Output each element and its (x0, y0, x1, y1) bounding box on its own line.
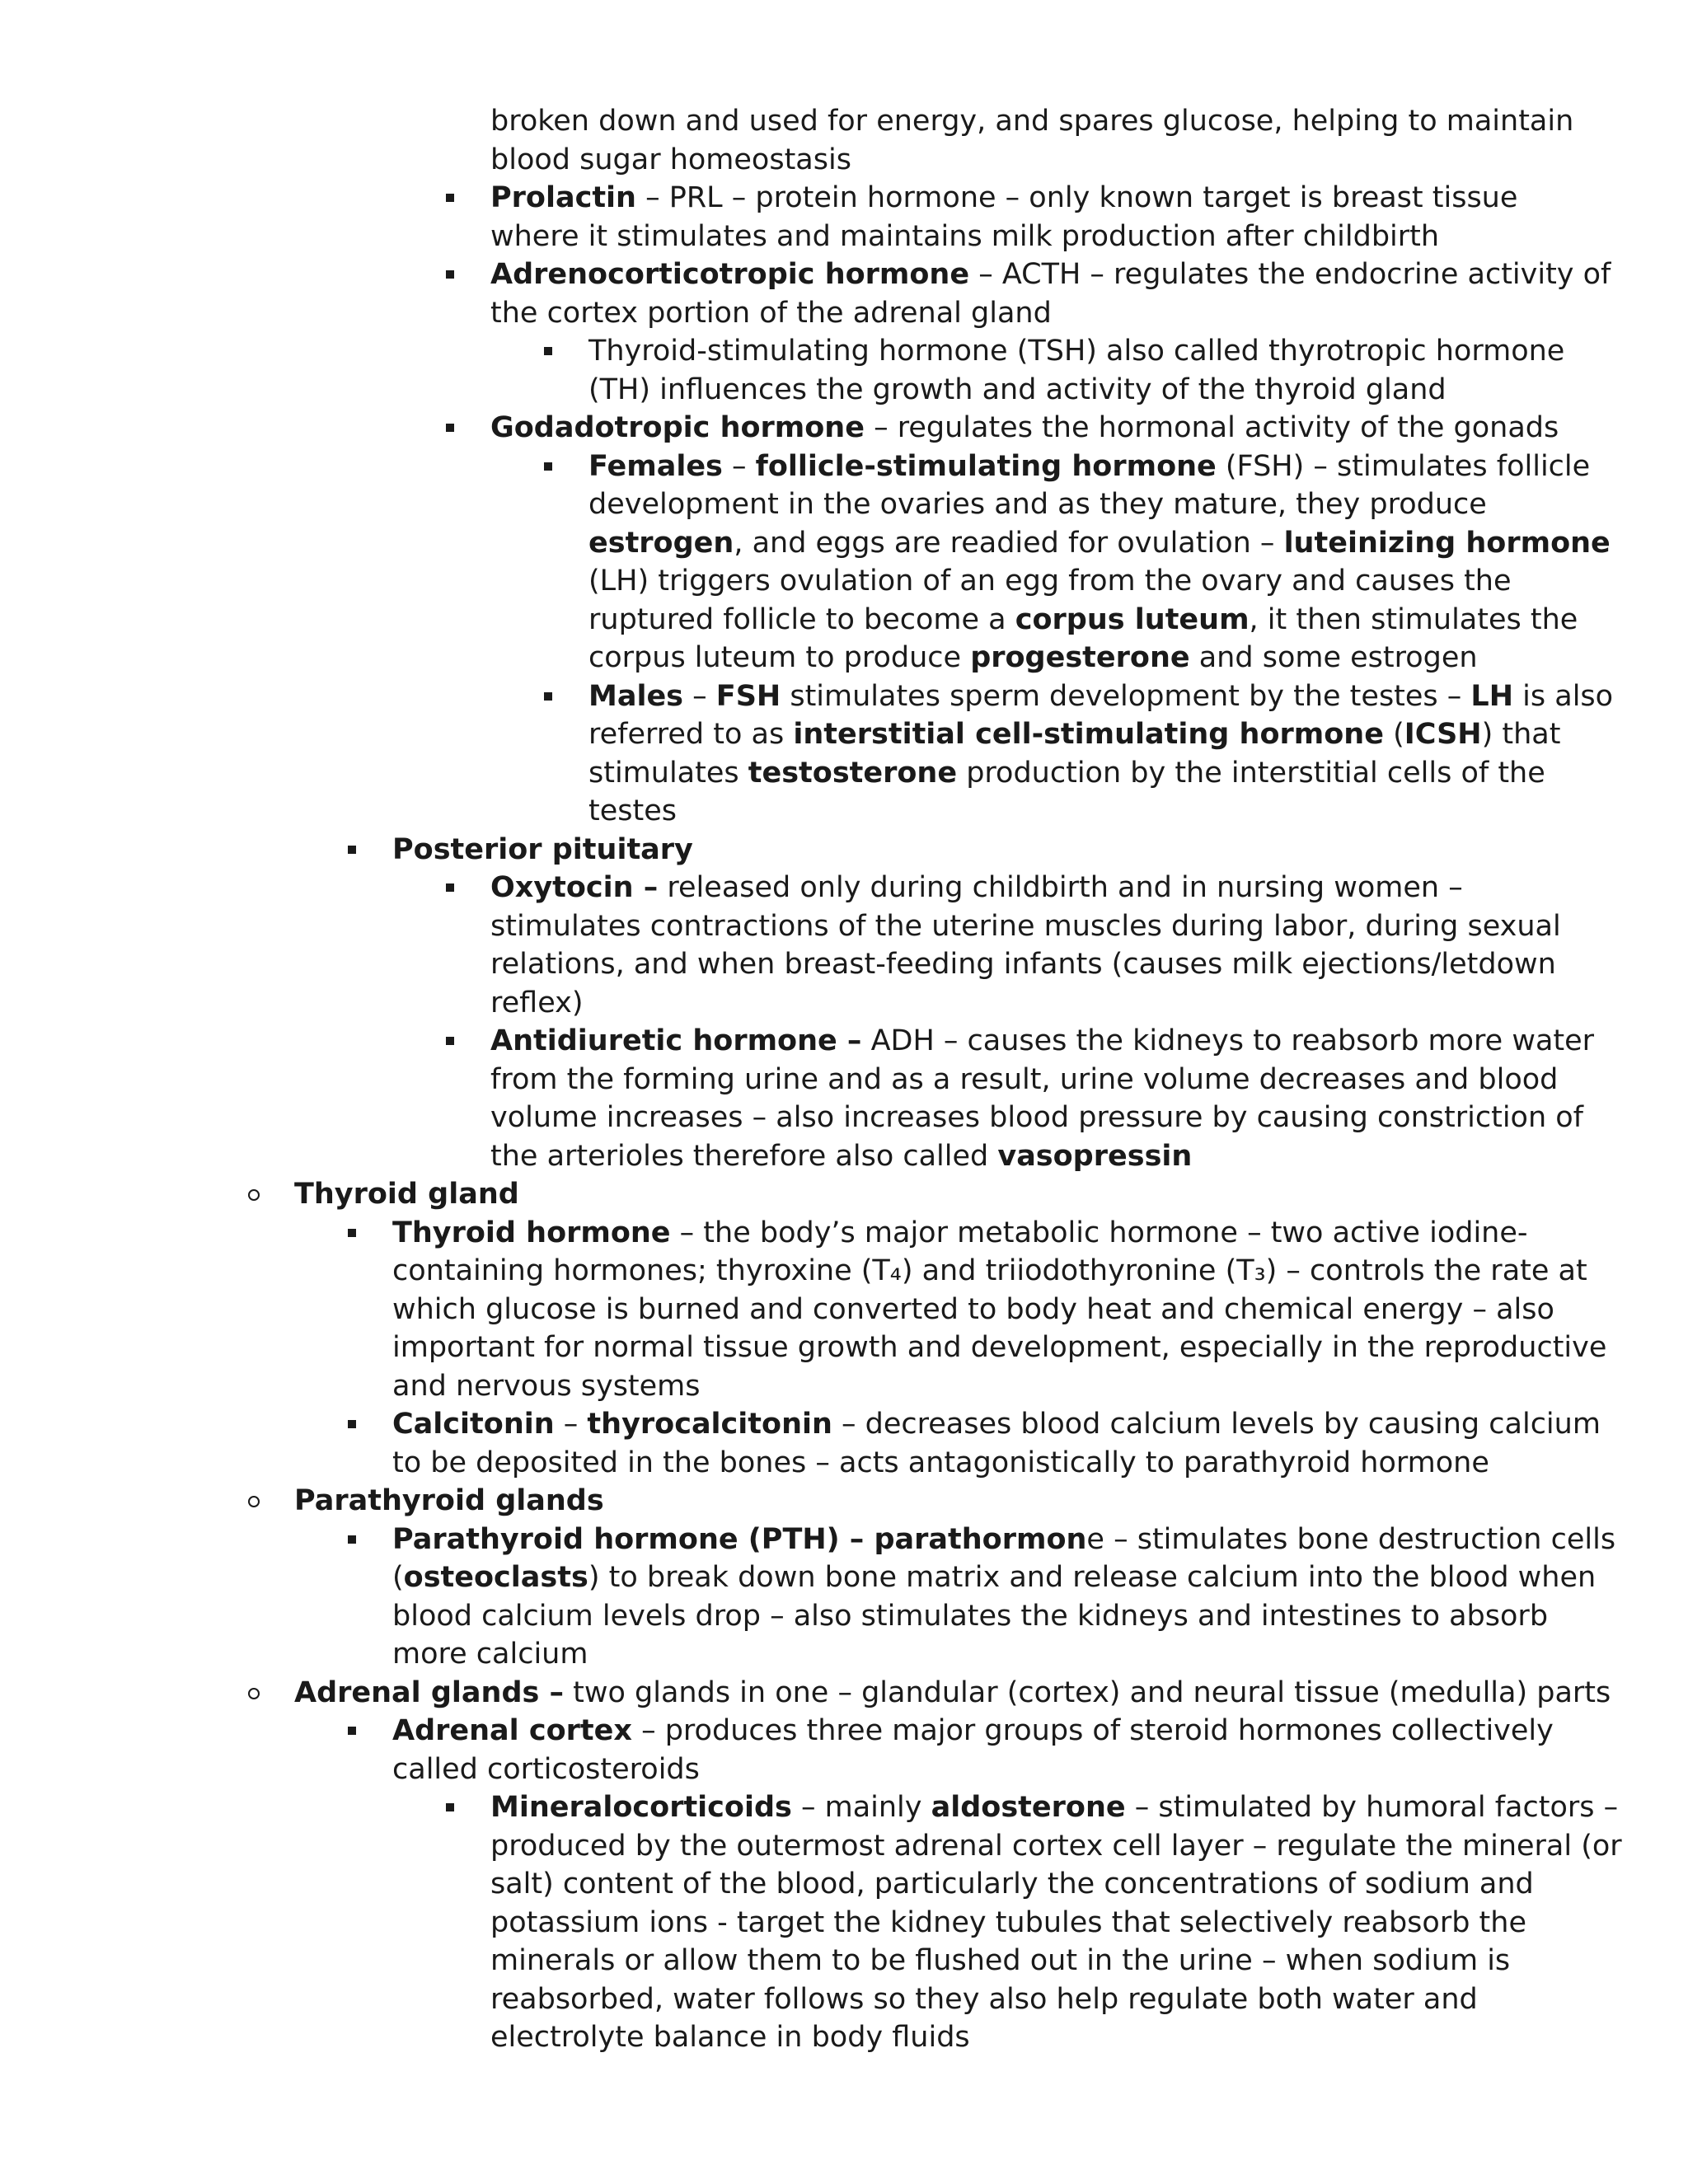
square-bullet-icon (348, 1727, 356, 1735)
bold-text: interstitial cell-stimulating hormone (793, 718, 1384, 751)
bold-text: estrogen (588, 526, 734, 560)
square-bullet-icon (446, 194, 454, 202)
bold-text: aldosterone (931, 1791, 1126, 1824)
text-run: blood sugar homeostasis (490, 143, 851, 176)
text-run: to be deposited in the bones – acts antagonistically to parathyroid hormone (392, 1446, 1489, 1479)
text-line (490, 2018, 970, 2056)
text-run: (LH) triggers ovulation of an egg from the ovary and causes the (588, 565, 1512, 598)
text-line (392, 831, 693, 869)
text-line (490, 1788, 1618, 1826)
text-run: ADH – causes the kidneys to reabsorb more water (861, 1024, 1595, 1057)
text-line (490, 1904, 1526, 1942)
text-run: which glucose is burned and converted to body heat and chemical energy – also (392, 1292, 1554, 1326)
text-line (588, 524, 1611, 562)
text-line (392, 1405, 1601, 1443)
text-run: – stimulated by humoral factors – (1125, 1791, 1619, 1824)
text-line (490, 141, 851, 179)
text-run: stimulates (588, 756, 748, 790)
text-line (588, 601, 1578, 639)
square-bullet-icon (348, 1535, 356, 1544)
bold-text: Thyroid hormone (392, 1216, 671, 1249)
text-run: ( (1383, 718, 1404, 751)
bold-text: Adrenal cortex (392, 1714, 632, 1747)
text-run: and some estrogen (1189, 641, 1478, 674)
text-line (588, 792, 677, 830)
text-line (588, 677, 1613, 715)
text-line (392, 1329, 1606, 1366)
text-run: , it then stimulates the (1249, 602, 1578, 636)
text-run: relations, and when breast-feeding infants (causes milk ejections/letdown (490, 948, 1556, 981)
text-run: – the body’s major metabolic hormone – two active iodine- (670, 1216, 1528, 1249)
bold-text: Oxytocin – (490, 871, 659, 904)
bold-text: Adrenocorticotropic hormone (490, 258, 970, 291)
bold-text: Calcitonin (392, 1408, 555, 1441)
bold-text: luteinizing hormone (1283, 526, 1611, 560)
square-bullet-icon (544, 462, 552, 471)
text-line (490, 984, 584, 1022)
text-line (392, 1712, 1554, 1750)
text-line (490, 218, 1439, 255)
text-run: and nervous systems (392, 1369, 701, 1403)
text-run: – (554, 1408, 588, 1441)
text-line (392, 1291, 1554, 1329)
bold-text: progesterone (970, 641, 1190, 674)
text-line (392, 1750, 700, 1788)
text-run: , and eggs are readied for ovulation – (734, 526, 1284, 560)
square-bullet-icon (348, 846, 356, 854)
text-run: more calcium (392, 1638, 588, 1671)
bold-text: osteoclasts (403, 1561, 588, 1594)
text-line (490, 1061, 1558, 1099)
text-line (392, 1558, 1596, 1596)
square-bullet-icon (446, 424, 454, 432)
text-line (588, 639, 1478, 677)
text-run: (FSH) – stimulates follicle (1216, 449, 1591, 483)
text-run: produced by the outermost adrenal cortex cell layer – regulate the mineral (or (490, 1829, 1622, 1863)
circle-bullet-icon (248, 1496, 260, 1507)
bold-text: Thyroid gland (294, 1178, 519, 1211)
text-run: (TH) influences the growth and activity of the thyroid gland (588, 373, 1447, 406)
bold-text: Posterior pituitary (392, 832, 693, 866)
bold-text: LH (1470, 679, 1514, 713)
text-line (294, 1674, 1611, 1712)
text-run: important for normal tissue growth and development, especially in the reproductive (392, 1331, 1607, 1364)
text-run: released only during childbirth and in nursing women – (658, 871, 1463, 904)
square-bullet-icon (446, 270, 454, 279)
square-bullet-icon (544, 692, 552, 701)
bold-text: ICSH (1404, 718, 1482, 751)
bold-text: vasopressin (997, 1139, 1193, 1173)
bold-text: testosterone (748, 756, 958, 790)
text-run: corpus luteum to produce (588, 641, 971, 674)
text-line (392, 1597, 1548, 1635)
text-run: ) that (1481, 718, 1561, 751)
text-run: two glands in one – glandular (cortex) and neural tissue (medulla) parts (564, 1675, 1611, 1709)
text-run: reabsorbed, water follows so they also help regulate both water and (490, 1982, 1478, 2016)
circle-bullet-icon (248, 1688, 260, 1699)
text-run: potassium ions - target the kidney tubules that selectively reabsorb the (490, 1905, 1526, 1939)
text-run: salt) content of the blood, particularly the concentrations of sodium and (490, 1868, 1534, 1900)
text-line (392, 1635, 588, 1673)
text-run: – mainly (791, 1791, 931, 1824)
bold-text: FSH (715, 679, 781, 713)
square-bullet-icon (348, 1229, 356, 1237)
text-line (588, 371, 1447, 409)
bold-text: corpus luteum (1015, 602, 1250, 636)
text-line (294, 1482, 604, 1520)
text-run: – decreases blood calcium levels by causing calcium (832, 1408, 1601, 1441)
bold-text: Mineralocorticoids (490, 1791, 792, 1824)
text-run: ruptured follicle to become a (588, 602, 1015, 636)
text-line (490, 179, 1517, 217)
text-run: Thyroid-stimulating hormone (TSH) also called thyrotropic hormone (588, 335, 1565, 368)
text-run: – regulates the hormonal activity of the gonads (864, 411, 1559, 444)
text-line (490, 869, 1463, 907)
text-line (588, 754, 1545, 792)
text-run: from the forming urine and as a result, urine volume decreases and blood (490, 1062, 1559, 1096)
bold-text: Females (588, 449, 723, 483)
text-run: stimulates contractions of the uterine muscles during labor, during sexual (490, 909, 1561, 943)
square-bullet-icon (348, 1420, 356, 1428)
text-line (490, 1137, 1192, 1175)
text-line (588, 332, 1564, 370)
bold-text: follicle-stimulating hormone (755, 449, 1217, 483)
text-run: – PRL – protein hormone – only known target is breast tissue (635, 181, 1518, 214)
text-line (490, 409, 1559, 447)
text-run: where it stimulates and maintains milk production after childbirth (490, 219, 1440, 253)
text-run: – (722, 449, 756, 483)
text-run: volume increases – also increases blood pressure by causing constriction of (490, 1101, 1584, 1134)
text-line (490, 1942, 1510, 1980)
text-run: the cortex portion of the adrenal gland (490, 296, 1052, 330)
square-bullet-icon (446, 1037, 454, 1045)
text-run: blood calcium levels drop – also stimulates the kidneys and intestines to absorb (392, 1599, 1549, 1633)
text-run: – (683, 679, 716, 713)
text-line (392, 1214, 1528, 1252)
text-line (490, 945, 1556, 983)
bold-text: Adrenal glands – (294, 1675, 565, 1709)
bold-text: thyrocalcitonin (587, 1408, 832, 1441)
text-run: electrolyte balance in body fluids (490, 2021, 970, 2054)
text-run: production by the interstitial cells of the (957, 756, 1545, 790)
text-run: – produces three major groups of steroid hormones collectively (631, 1714, 1554, 1747)
text-line (490, 1099, 1583, 1137)
bold-text: Godadotropic hormone (490, 411, 865, 444)
bold-text: Parathyroid hormone (PTH) – parathormon (392, 1522, 1087, 1556)
text-line (392, 1444, 1489, 1482)
text-line (392, 1252, 1587, 1290)
text-line (294, 1175, 519, 1213)
text-line (490, 102, 1573, 140)
square-bullet-icon (446, 883, 454, 892)
text-line (392, 1367, 701, 1405)
bold-text: Antidiuretic hormone – (490, 1024, 862, 1057)
text-run: e – stimulates bone destruction cells (1086, 1522, 1616, 1556)
bold-text: Parathyroid glands (294, 1484, 604, 1517)
text-run: ( (392, 1561, 404, 1594)
text-run: referred to as (588, 718, 794, 751)
square-bullet-icon (446, 1803, 454, 1811)
text-run: the arterioles therefore also called (490, 1139, 998, 1173)
text-line (588, 485, 1487, 523)
text-line (490, 1827, 1622, 1865)
text-run: ) to break down bone matrix and release calcium into the blood when (588, 1561, 1597, 1594)
text-run: reflex) (490, 986, 584, 1019)
text-line (392, 1521, 1615, 1558)
text-run: stimulates sperm development by the testes – (781, 679, 1471, 713)
text-run: called corticosteroids (392, 1752, 700, 1786)
bold-text: Males (588, 679, 684, 713)
text-line (490, 1980, 1478, 2018)
text-run: broken down and used for energy, and spares glucose, helping to maintain (490, 105, 1574, 138)
text-line (490, 255, 1611, 293)
text-line (588, 562, 1512, 600)
text-line (490, 1865, 1534, 1903)
text-run: minerals or allow them to be flushed out in the urine – when sodium is (490, 1944, 1511, 1977)
text-run: is also (1513, 679, 1614, 713)
text-line (490, 1022, 1594, 1060)
text-line (490, 294, 1052, 332)
circle-bullet-icon (248, 1189, 260, 1201)
text-run: development in the ovaries and as they mature, they produce (588, 488, 1487, 521)
text-run: containing hormones; thyroxine (T₄) and triiodothyronine (T₃) – controls the rate at (392, 1254, 1587, 1287)
bold-text: Prolactin (490, 181, 636, 214)
text-line (588, 448, 1590, 485)
square-bullet-icon (544, 347, 552, 355)
text-line (490, 907, 1561, 945)
text-run: testes (588, 794, 677, 827)
text-line (588, 715, 1560, 753)
text-run: – ACTH – regulates the endocrine activity of (969, 258, 1611, 291)
